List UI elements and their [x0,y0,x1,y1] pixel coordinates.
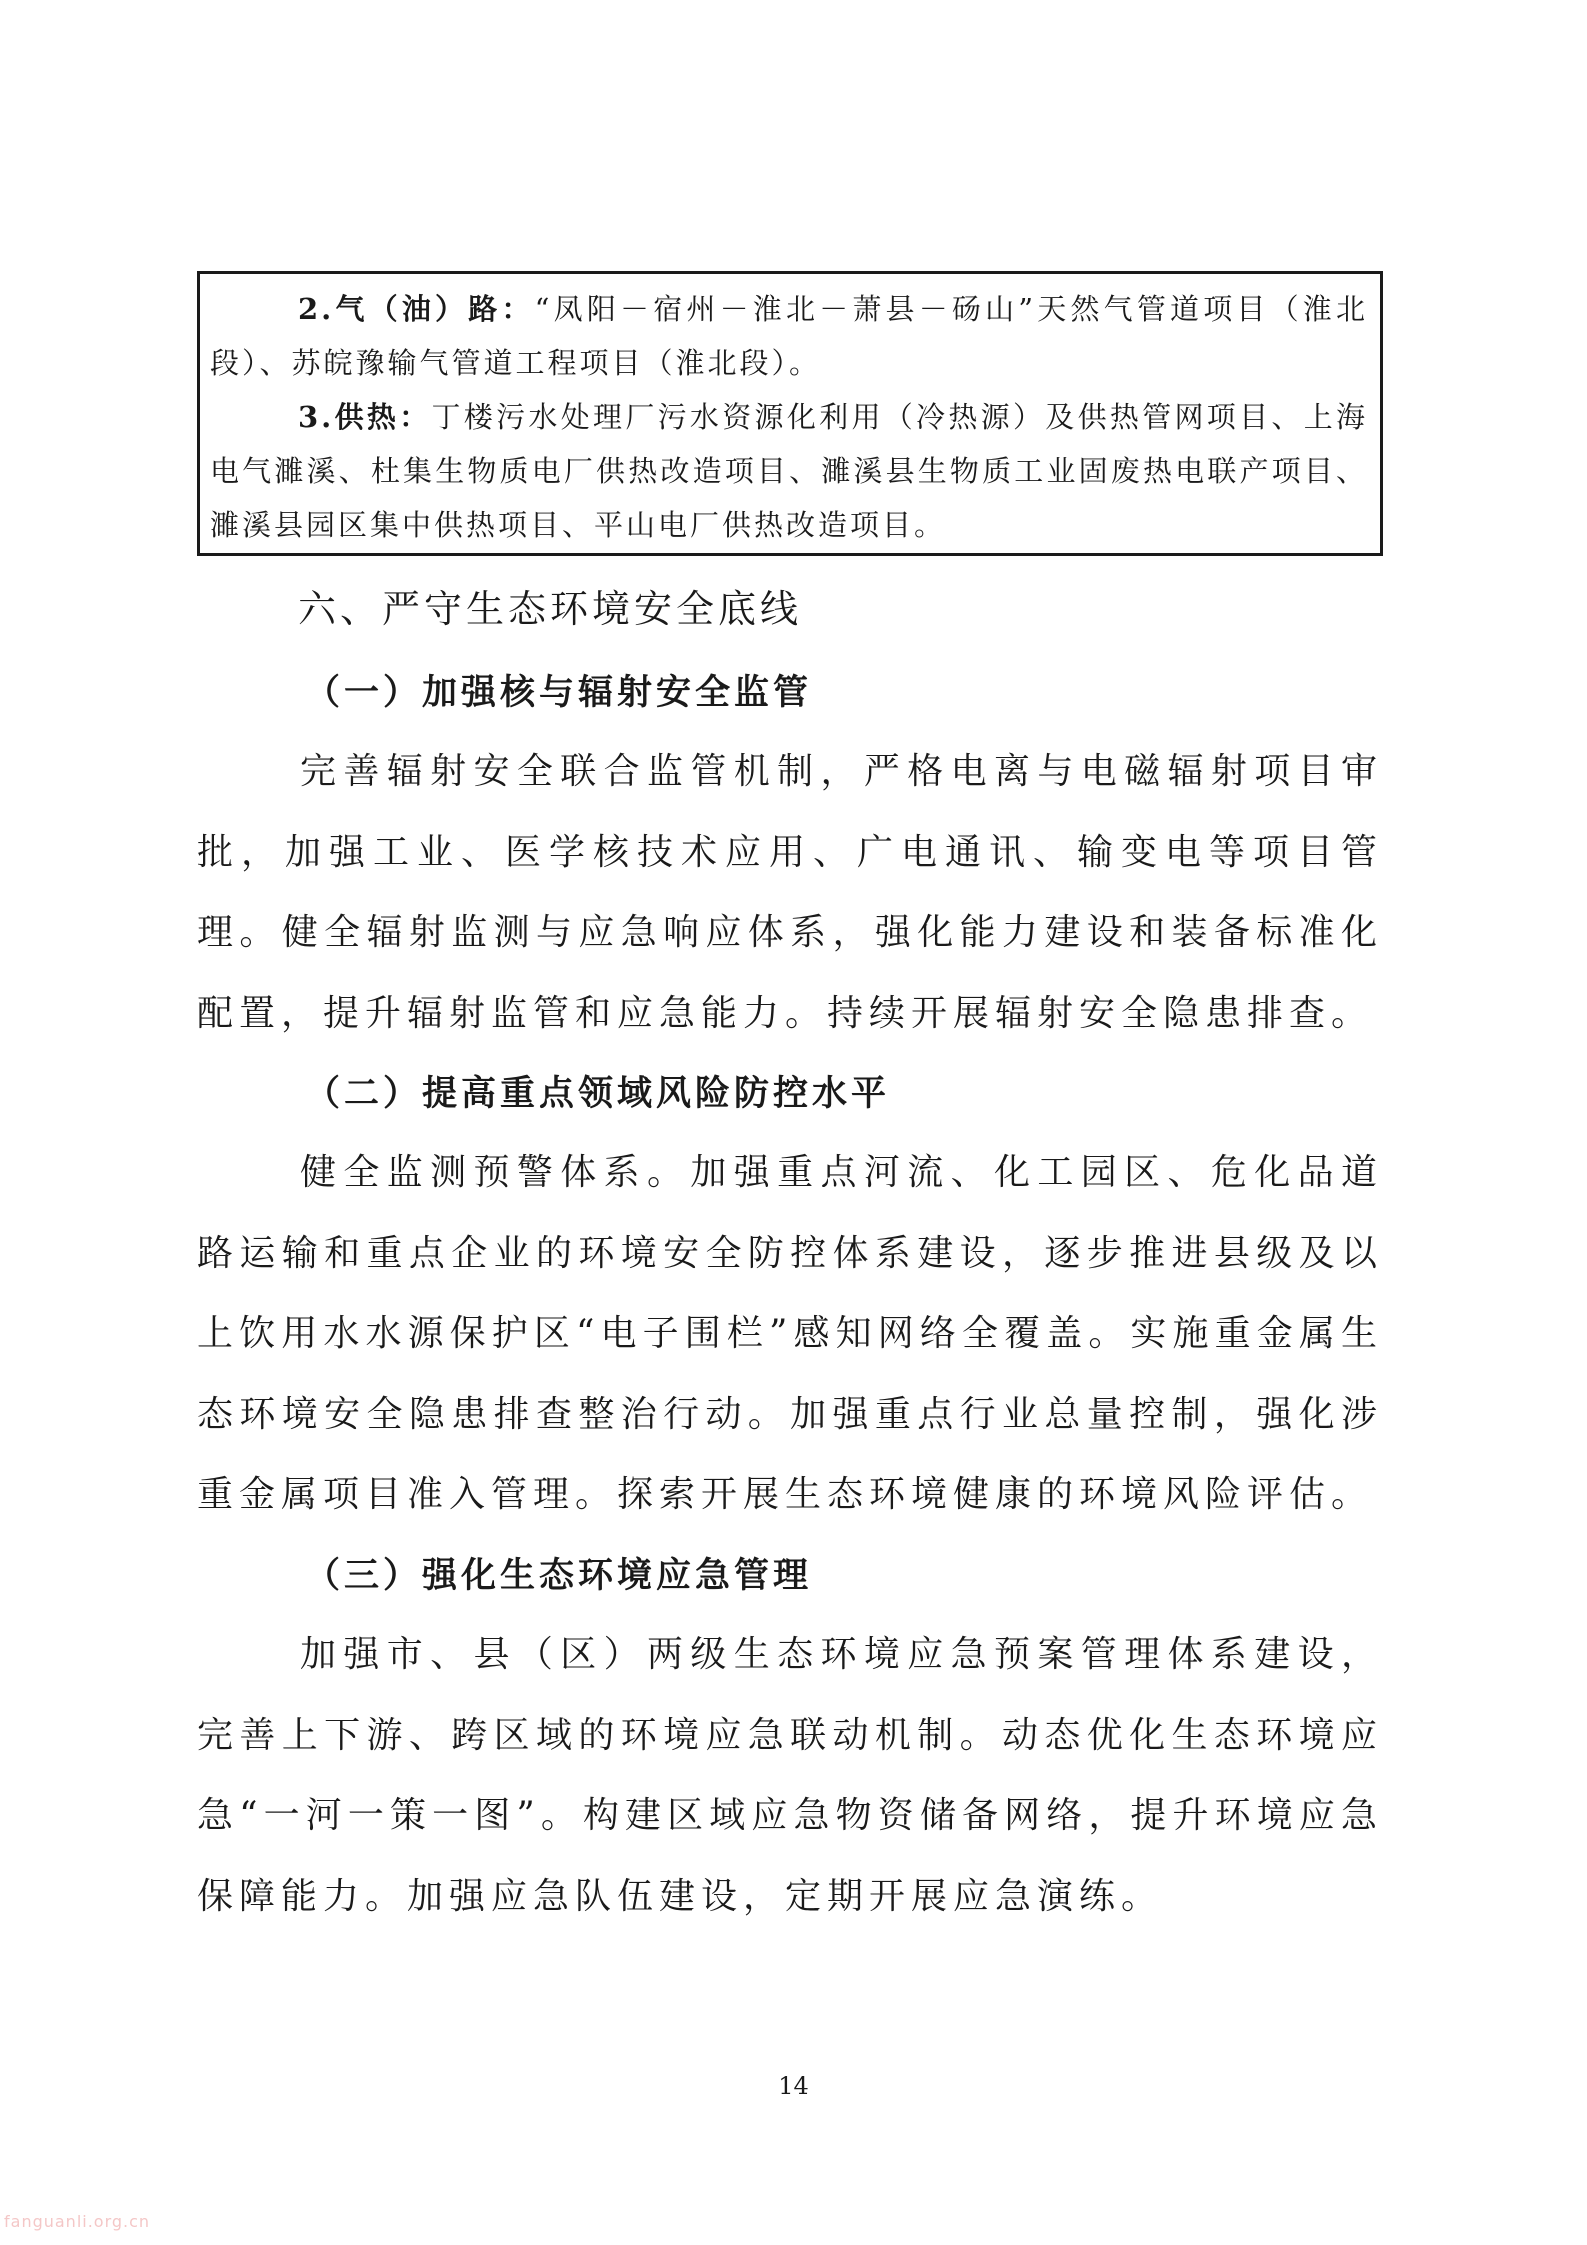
section-heading: 六、严守生态环境安全底线 [298,587,803,631]
subsection-body-1: 完善辐射安全联合监管机制，严格电离与电磁辐射项目审批，加强工业、医学核技术应用、广电通讯、输变电等项目管理。健全辐射监测与应急响应体系，强化能力建设和装备标准化配置，提升辐射监管和应急能力。持续开展辐射安全隐患排查。 [197,751,1383,1034]
box-item-2-text: “凤阳－宿州－淮北－萧县－砀山”天然气管道项目（淮北段）、苏皖豫输气管道工程项目（淮北段）。 [210,292,1368,380]
box-item-3-label: 3.供热： [298,400,432,434]
subsection-body-2: 健全监测预警体系。加强重点河流、化工园区、危化品道路运输和重点企业的环境安全防控体系建设，逐步推进县级及以上饮用水水源保护区“电子围栏”感知网络全覆盖。实施重金属生态环境安全隐患排查整治行动。加强重点行业总量控制，强化涉重金属项目准入管理。探索开展生态环境健康的环境风险评估。 [197,1152,1383,1515]
box-item-2 [210,282,1368,390]
box-item-3 [210,390,1368,552]
subsection-heading-1: （一）加强核与辐射安全监管 [305,672,813,713]
subsection-body-3: 加强市、县（区）两级生态环境应急预案管理体系建设，完善上下游、跨区域的环境应急联动机制。动态优化生态环境应急“一河一策一图”。构建区域应急物资储备网络，提升环境应急保障能力。加强应急队伍建设，定期开展应急演练。 [197,1634,1383,1917]
box-item-3-text: 丁楼污水处理厂污水资源化利用（冷热源）及供热管网项目、上海电气濉溪、杜集生物质电厂供热改造项目、濉溪县生物质工业固废热电联产项目、濉溪县园区集中供热项目、平山电厂供热改造项目。 [210,400,1368,542]
page-number: 14 [778,2072,809,2100]
box-item-2-label: 2.气（油）路： [298,292,535,326]
project-list-box [197,271,1383,556]
subsection-heading-3: （三）强化生态环境应急管理 [305,1555,813,1596]
watermark: fanguanli.org.cn [4,2212,151,2231]
subsection-heading-2: （二）提高重点领域风险防控水平 [305,1073,891,1114]
